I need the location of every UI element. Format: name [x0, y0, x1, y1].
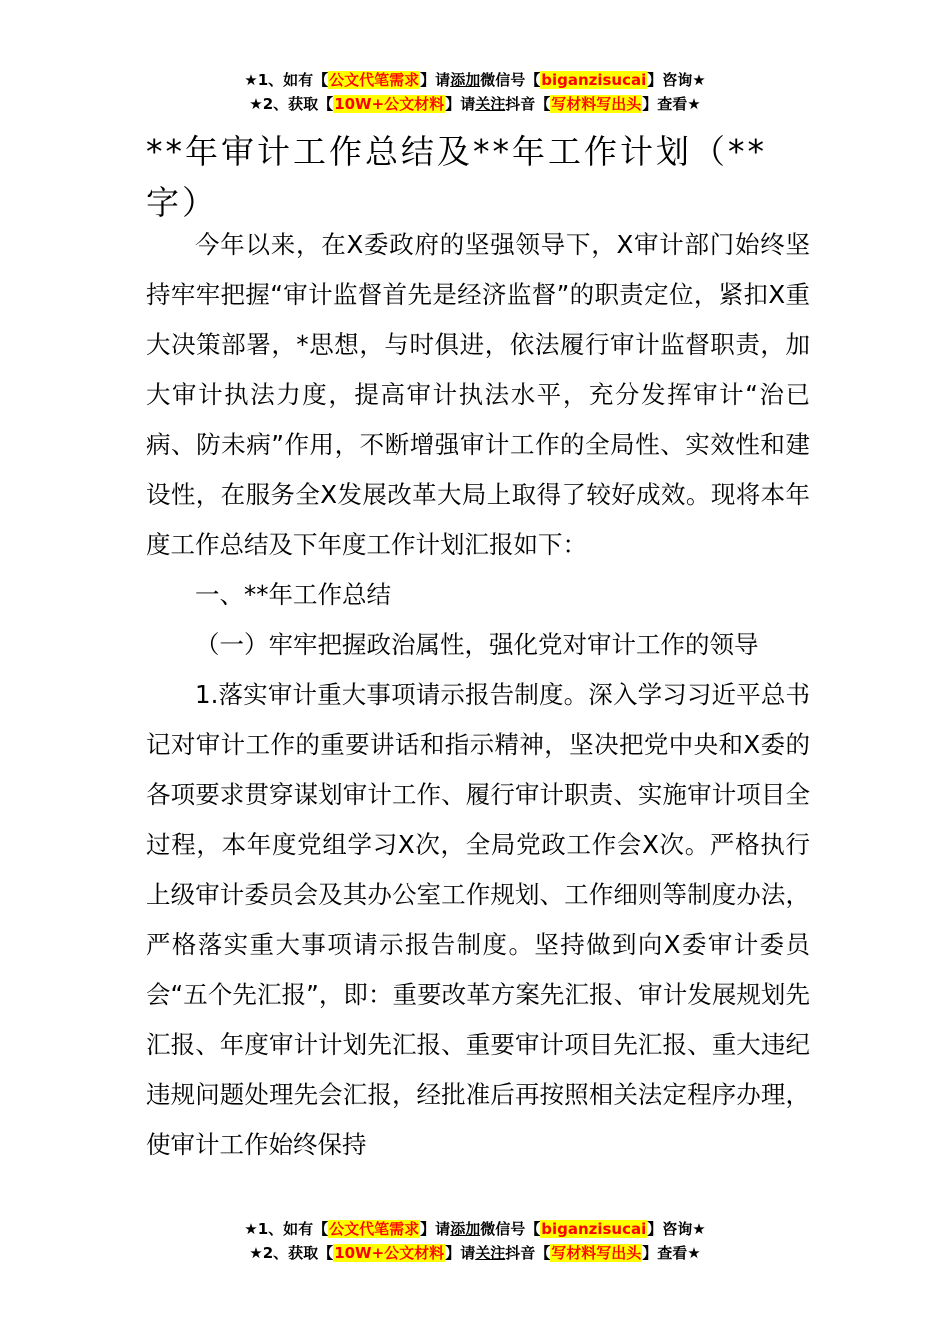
promo-highlight: 10W+公文材料: [334, 95, 445, 113]
section-heading: 一、**年工作总结: [195, 580, 391, 609]
promo-text: ★1、如有【: [244, 71, 329, 89]
promo-highlight: 公文代笔需求: [329, 1220, 420, 1238]
promo-highlight: biganzisucai: [541, 1220, 647, 1238]
promo-text: ★1、如有【: [244, 1220, 329, 1238]
promo-highlight: 写材料写出头: [551, 95, 642, 113]
promo-text: 抖音【: [505, 1244, 551, 1262]
promo-text: ★2、获取【: [249, 95, 334, 113]
promo-text: 】请: [420, 1220, 451, 1238]
promo-highlight: biganzisucai: [541, 71, 647, 89]
promo-text: 】请: [445, 95, 476, 113]
promo-line-1: [0, 1217, 950, 1241]
promo-text: 微信号【: [480, 1220, 541, 1238]
promo-text: 】请: [445, 1244, 476, 1262]
promo-underlined: 添加: [450, 71, 481, 89]
promo-line-1: [0, 68, 950, 92]
promo-highlight: 10W+公文材料: [334, 1244, 445, 1262]
promo-text: 】咨询★: [647, 71, 706, 89]
promo-highlight: 写材料写出头: [551, 1244, 642, 1262]
subsection-heading: （一）牢牢把握政治属性，强化党对审计工作的领导: [195, 630, 759, 659]
intro-paragraph: 今年以来，在X委政府的坚强领导下，X审计部门始终坚持牢牢把握“审计监督首先是经济监督”的职责定位，紧扣X重大决策部署，*思想，与时俱进，依法履行审计监督职责，加大审计执法力度，提高审计执法水平，充分发挥审计“治已病、防未病”作用，不断增强审计工作的全局性、实效性和建设性，在服务全X发展改革大局上取得了较好成效。现将本年度工作总结及下年度工作计划汇报如下：: [146, 230, 810, 559]
document-body: [146, 220, 810, 1170]
body-paragraph: 1.落实审计重大事项请示报告制度。深入学习习近平总书记对审计工作的重要讲话和指示精神，坚决把党中央和X委的各项要求贯穿谋划审计工作、履行审计职责、实施审计项目全过程，本年度党组学习X次，全局党政工作会X次。严格执行上级审计委员会及其办公室工作规划、工作细则等制度办法，严格落实重大事项请示报告制度。坚持做到向X委审计委员会“五个先汇报”，即：重要改革方案先汇报、审计发展规划先汇报、年度审计计划先汇报、重要审计项目先汇报、重大违纪违规问题处理先会汇报，经批准后再按照相关法定程序办理，使审计工作始终保持: [146, 680, 810, 1159]
promo-banner-bottom: [0, 1217, 950, 1265]
promo-banner-top: [0, 68, 950, 116]
promo-line-2: [0, 92, 950, 116]
promo-text: 微信号【: [480, 71, 541, 89]
promo-text: 抖音【: [505, 95, 551, 113]
promo-text: 】查看★: [642, 1244, 701, 1262]
promo-text: ★2、获取【: [249, 1244, 334, 1262]
promo-highlight: 公文代笔需求: [329, 71, 420, 89]
promo-line-2: [0, 1241, 950, 1265]
promo-text: 】请: [420, 71, 451, 89]
promo-underlined: 关注: [475, 1244, 506, 1262]
promo-underlined: 添加: [450, 1220, 481, 1238]
promo-text: 】查看★: [642, 95, 701, 113]
promo-text: 】咨询★: [647, 1220, 706, 1238]
promo-underlined: 关注: [475, 95, 506, 113]
document-title: **年审计工作总结及**年工作计划（**字）: [146, 132, 767, 222]
